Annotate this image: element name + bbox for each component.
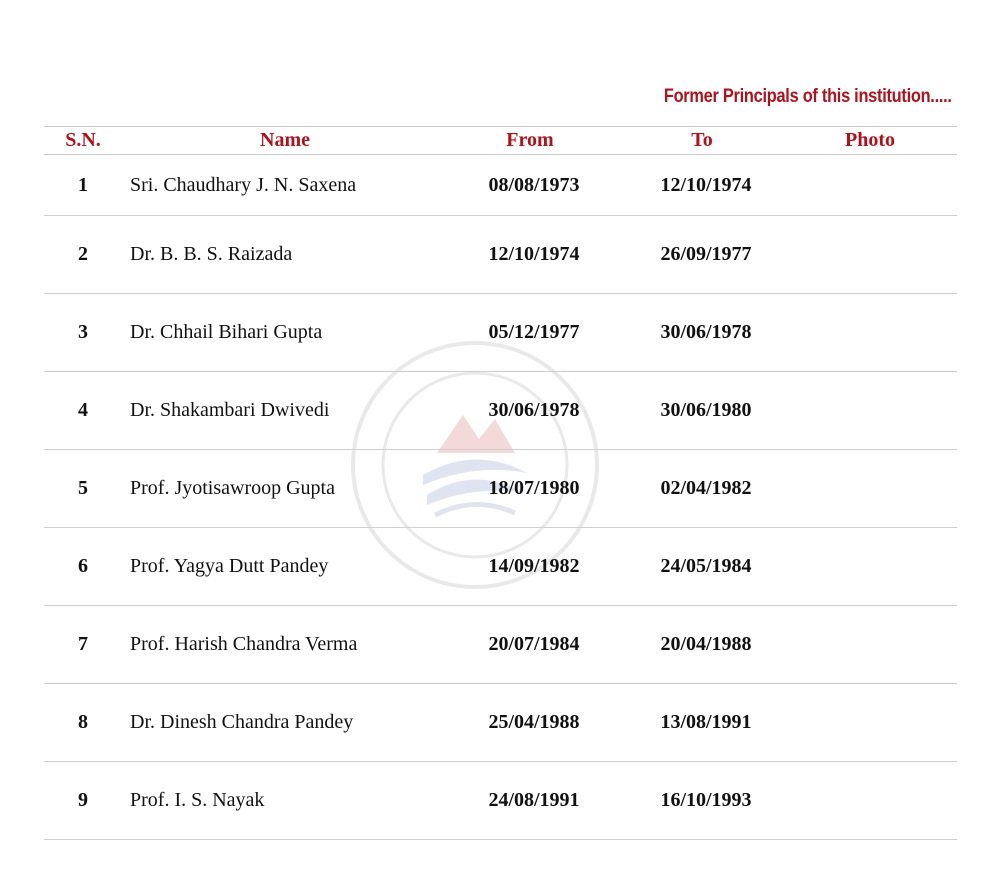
table-header [44,126,957,155]
cell-sn: 2 [78,243,88,265]
cell-to: 20/04/1988 [660,633,752,655]
cell-sn: 1 [78,173,88,196]
cell-sn: 9 [78,789,88,811]
principals-table [44,126,957,840]
table-row [44,762,957,840]
table-row [44,216,957,294]
cell-from: 08/08/1973 [488,173,580,196]
cell-name: Prof. Yagya Dutt Pandey [130,555,329,577]
cell-sn: 8 [78,711,88,733]
cell-name: Prof. Jyotisawroop Gupta [130,477,335,499]
cell-from: 14/09/1982 [488,555,580,577]
cell-sn: 4 [78,399,88,421]
cell-sn: 3 [78,321,88,343]
cell-sn: 5 [78,477,88,499]
cell-sn: 7 [78,633,88,655]
cell-from: 18/07/1980 [488,477,580,499]
cell-to: 02/04/1982 [660,477,752,499]
table-row [44,528,957,606]
table-row [44,155,957,216]
cell-sn: 6 [78,555,88,577]
table-row [44,606,957,684]
cell-name: Dr. B. B. S. Raizada [130,243,293,265]
cell-from: 05/12/1977 [488,321,580,343]
cell-from: 24/08/1991 [488,789,580,811]
cell-from: 25/04/1988 [488,711,580,733]
cell-to: 13/08/1991 [660,711,752,733]
cell-to: 30/06/1978 [660,321,752,343]
cell-name: Dr. Chhail Bihari Gupta [130,321,323,343]
cell-name: Sri. Chaudhary J. N. Saxena [130,173,357,196]
cell-name: Prof. Harish Chandra Verma [130,633,358,655]
column-header-sn: S.N. [65,129,101,151]
cell-name: Prof. I. S. Nayak [130,789,265,811]
table-row [44,294,957,372]
cell-from: 30/06/1978 [488,399,580,421]
cell-name: Dr. Shakambari Dwivedi [130,399,330,421]
cell-to: 30/06/1980 [660,399,752,421]
cell-to: 16/10/1993 [660,789,752,811]
column-header-from: From [506,129,554,151]
table-row [44,684,957,762]
cell-from: 12/10/1974 [488,243,580,265]
cell-name: Dr. Dinesh Chandra Pandey [130,711,354,733]
cell-from: 20/07/1984 [488,633,580,655]
cell-to: 24/05/1984 [660,555,752,577]
cell-to: 26/09/1977 [660,243,752,265]
column-header-photo: Photo [845,129,895,151]
column-header-to: To [691,129,713,151]
table-row [44,450,957,528]
column-header-name: Name [260,129,310,151]
page-title: Former Principals of this institution..... [664,86,952,107]
cell-to: 12/10/1974 [660,173,752,196]
table-row [44,372,957,450]
